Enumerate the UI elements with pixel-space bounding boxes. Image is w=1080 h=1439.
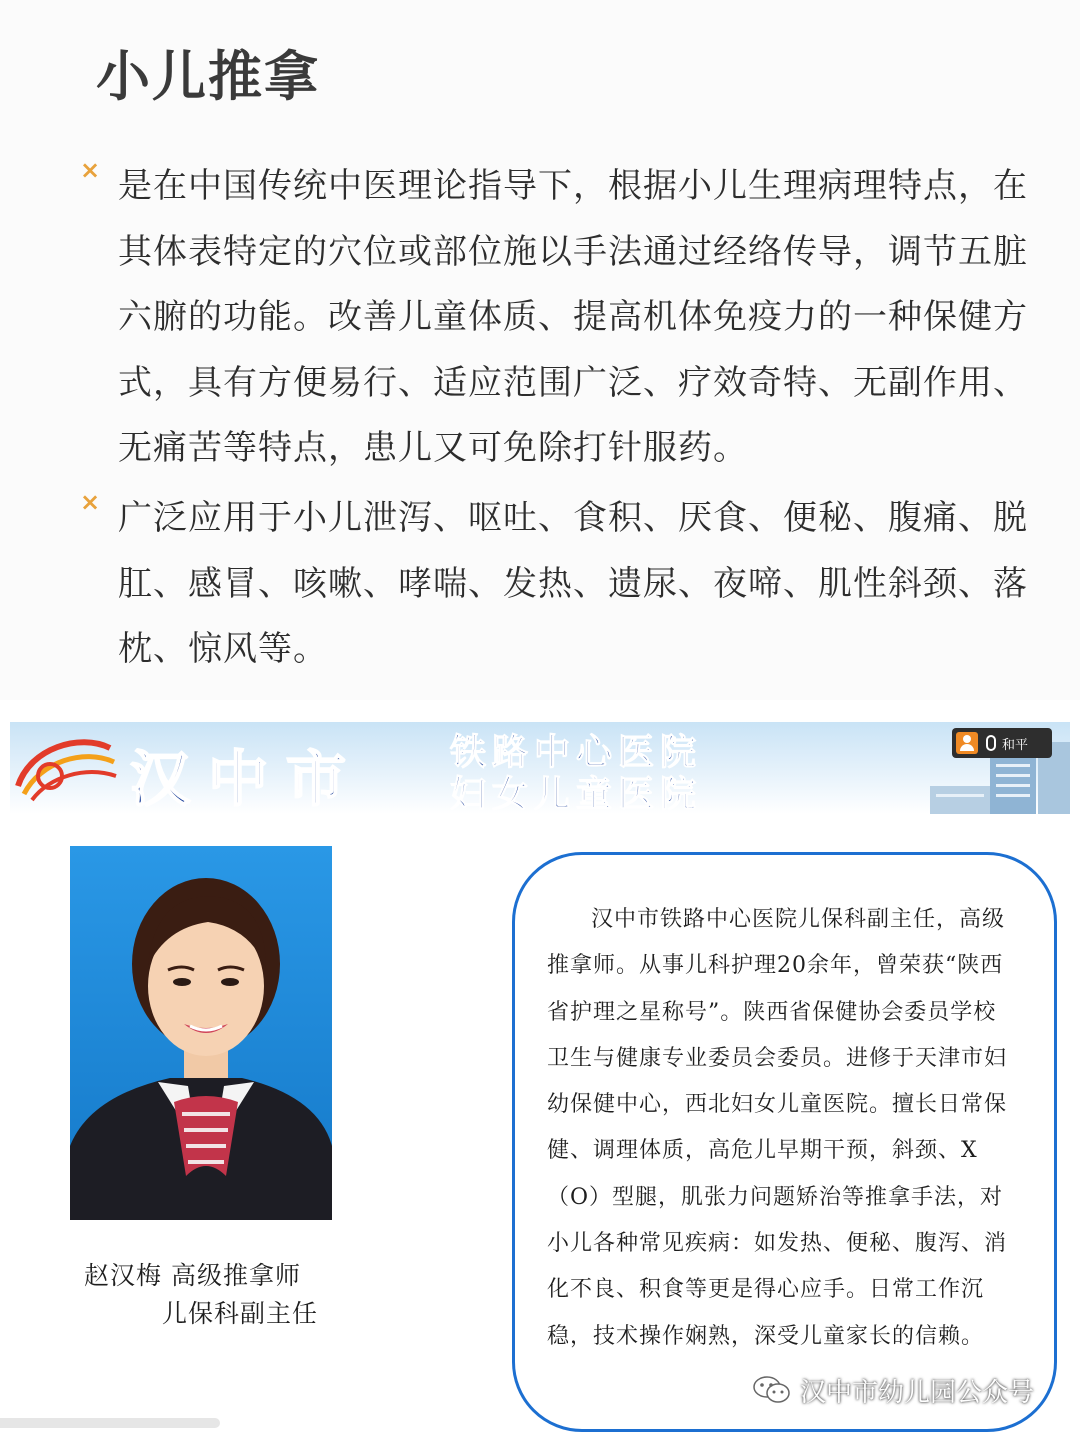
slide-title: 小儿推拿 <box>96 45 320 108</box>
bullet-text: 广泛应用于小儿泄泻、呕吐、食积、厌食、便秘、腹痛、脱肛、感冒、咳嗽、哮喘、发热、遗尿、夜啼、肌性斜颈、落枕、惊风等。 <box>118 498 1028 670</box>
wechat-icon <box>752 1374 792 1406</box>
watermark-text: 汉中市幼儿园公众号 <box>800 1377 1035 1408</box>
user-icon <box>956 732 978 754</box>
banner-hospital-name-secondary: 妇女儿童医院 <box>450 774 703 814</box>
doctor-name-caption: 赵汉梅 高级推拿师 <box>84 1261 301 1290</box>
bullet-marker-icon: × <box>80 488 101 516</box>
bullet-text: 是在中国传统中医理论指导下，根据小儿生理病理特点，在其体表特定的穴位或部位施以手法通过经络传导，调节五脏六腑的功能。改善儿童体质、提高机体免疫力的一种保健方式，具有方便易行、适应范围广泛、疗效奇特、无副作用、无痛苦等特点，患儿又可免除打针服药。 <box>118 166 1028 469</box>
call-participant-badge[interactable] <box>952 728 1052 758</box>
bullet-marker-icon: × <box>80 156 101 184</box>
slide-section <box>0 0 1080 700</box>
wechat-watermark <box>752 1370 1034 1410</box>
participant-name: 和平 <box>1002 737 1029 753</box>
doctor-bio-text: 汉中市铁路中心医院儿保科副主任，高级推拿师。从事儿科护理20余年，曾荣获“陕西省护理之星称号”。陕西省保健协会委员学校卫生与健康专业委员会委员。进修于天津市妇幼保健中心，西北妇女儿童医院。擅长日常保健、调理体质，高危儿早期干预，斜颈、X（O）型腿，肌张力问题矫治等推拿手法，对小儿各种常见疾病：如发热、便秘、腹泻、消化不良、积食等更是得心应手。日常工作沉稳，技术操作娴熟，深受儿童家长的信赖。 <box>547 907 1008 1349</box>
doctor-title-caption: 儿保科副主任 <box>162 1299 319 1328</box>
banner-hospital-name: 铁路中心医院 <box>450 732 703 773</box>
microphone-icon[interactable] <box>986 735 996 751</box>
hospital-logo-icon <box>10 728 120 808</box>
doctor-bio-box <box>512 852 1057 1432</box>
doctor-portrait <box>70 846 332 1220</box>
portrait-illustration <box>70 846 332 1220</box>
banner-city-name: 汉中市 <box>130 745 364 814</box>
bottom-indicator-bar <box>0 1418 220 1428</box>
hospital-banner <box>10 722 1070 814</box>
